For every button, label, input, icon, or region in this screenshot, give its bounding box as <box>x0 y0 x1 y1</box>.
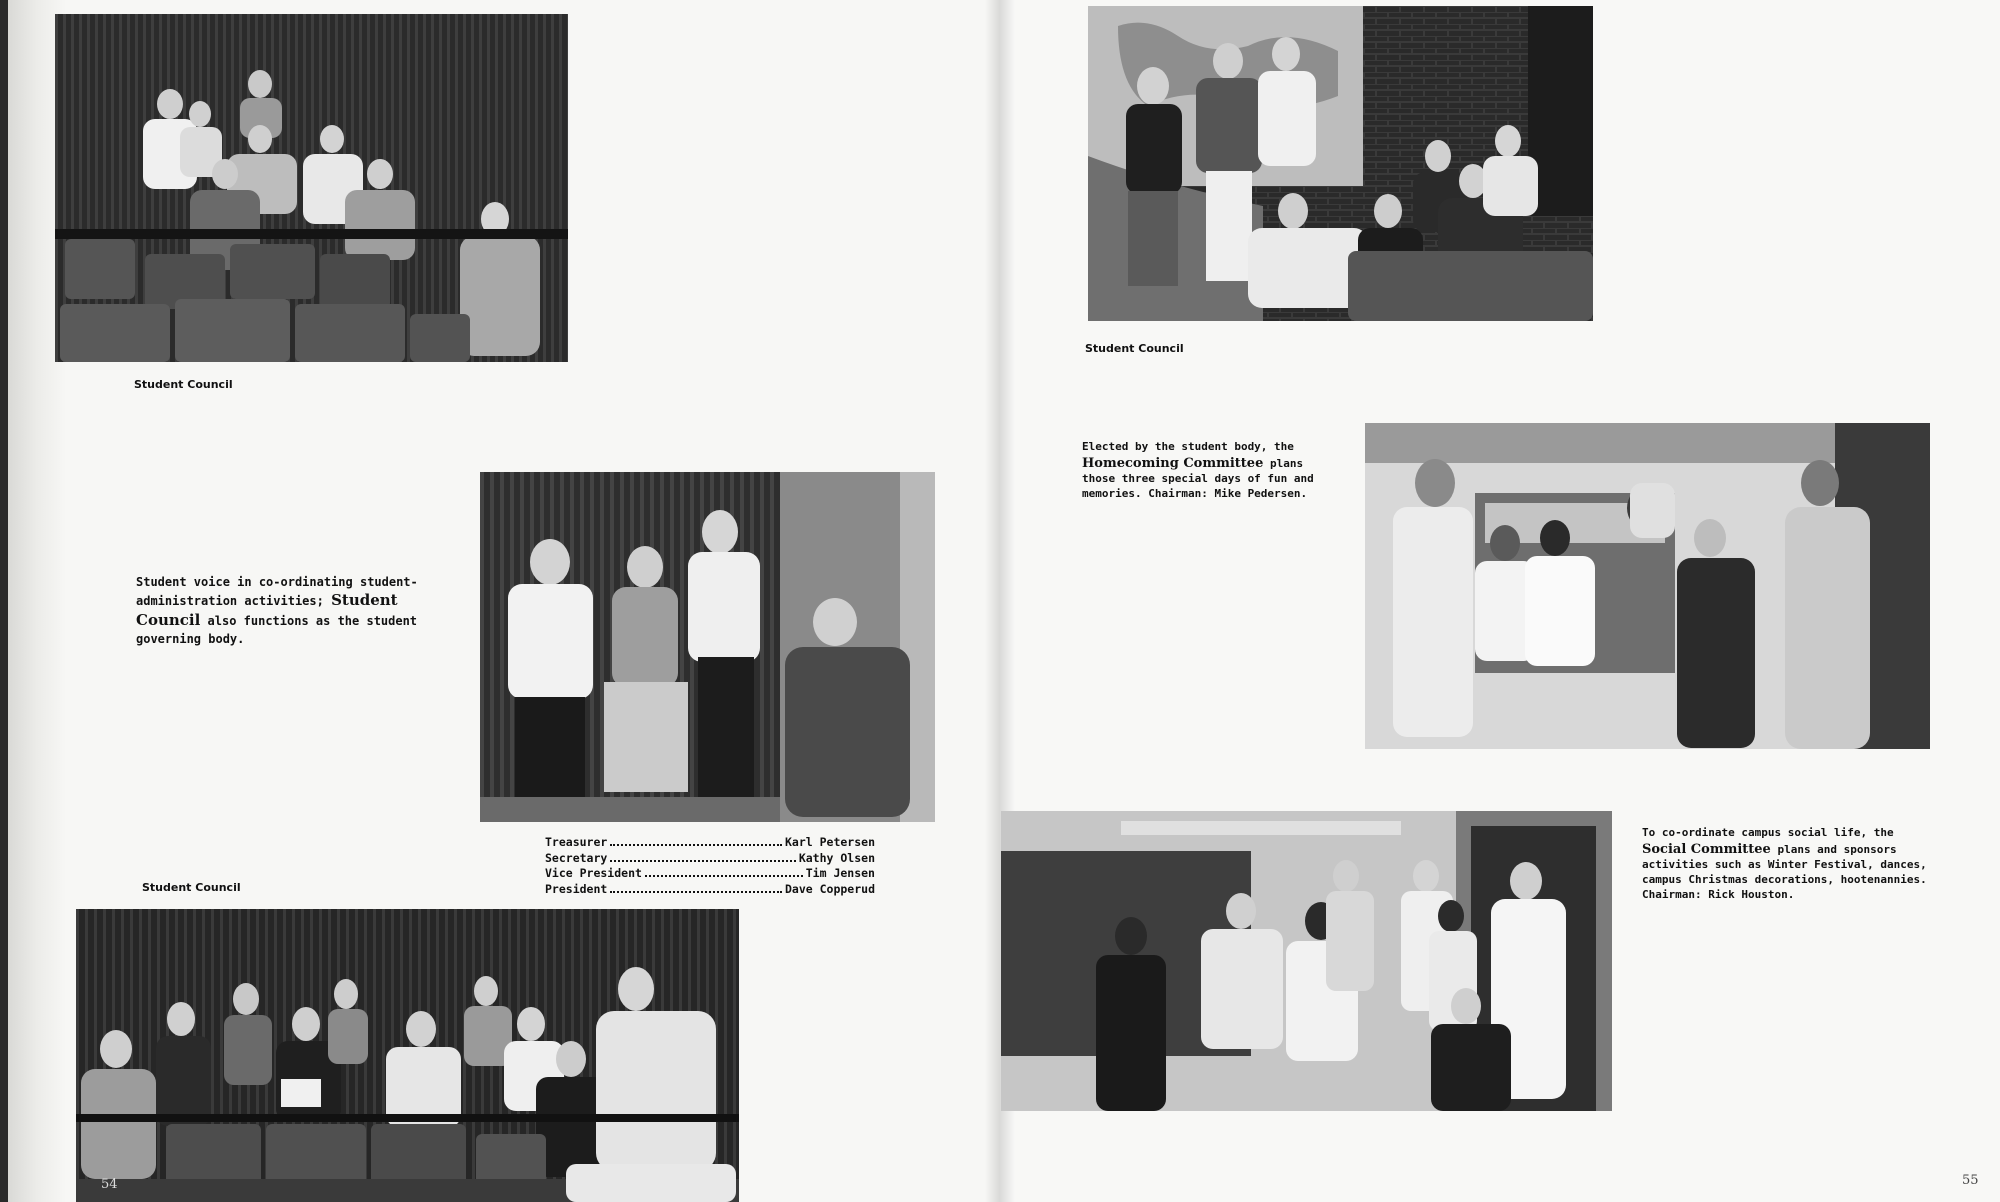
page-number-left: 54 <box>101 1177 118 1192</box>
officer-row: Treasurer Karl Petersen <box>545 835 875 849</box>
page-number-right: 55 <box>1962 1173 1979 1188</box>
social-committee-description: To co-ordinate campus social life, the Social Committee plans and sponsors activities such as Winter Festival, dances, campus Christmas decorations, hootenannies. Chairman: Rick Houston. <box>1642 826 1927 902</box>
officer-row: Secretary Kathy Olsen <box>545 850 875 865</box>
officer-row: President Dave Copperud <box>545 881 875 896</box>
officer-row: Vice President Tim Jensen <box>545 866 875 881</box>
photo-student-council-map <box>1088 6 1593 321</box>
homecoming-committee-description: Elected by the student body, the Homecoming Committee plans those three special days of fun and memories. Chairman: Mike Pedersen. <box>1082 440 1314 501</box>
caption-student-council-1: Student Council <box>134 378 233 391</box>
highlight-social-committee: Social Committee <box>1642 841 1771 857</box>
highlight-homecoming-committee: Homecoming Committee <box>1082 455 1264 471</box>
photo-social-committee <box>1001 811 1612 1111</box>
highlight-student-council: Student Council <box>136 591 398 630</box>
student-council-description: Student voice in co-ordinating student-administration activities; Student Council also functions as the student governing body. <box>136 575 418 646</box>
photo-student-council-auditorium <box>55 14 568 362</box>
photo-homecoming-committee <box>1365 423 1930 749</box>
photo-student-council-seated-group <box>76 909 739 1202</box>
caption-student-council-3: Student Council <box>142 881 241 894</box>
photo-student-council-officers <box>480 472 935 822</box>
officers-list <box>545 835 875 897</box>
caption-student-council-right: Student Council <box>1085 342 1184 355</box>
